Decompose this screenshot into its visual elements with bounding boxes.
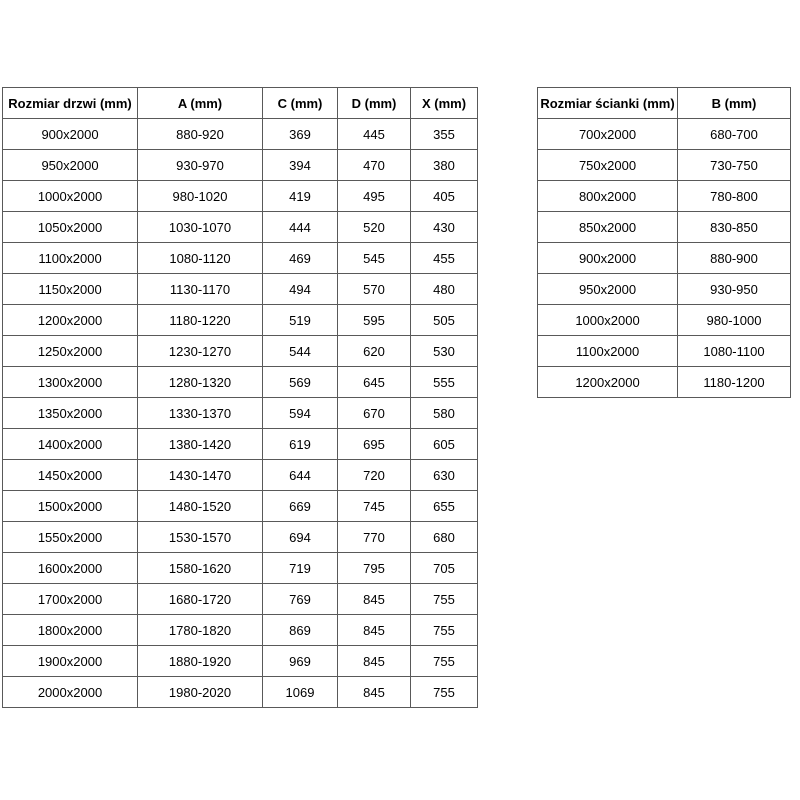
table-row <box>3 212 478 243</box>
table-cell: 1180-1200 <box>678 367 791 398</box>
table-cell: 1430-1470 <box>138 460 263 491</box>
table-cell: 520 <box>338 212 411 243</box>
table-cell: 494 <box>263 274 338 305</box>
table-cell: 495 <box>338 181 411 212</box>
column-header: X (mm) <box>411 88 478 119</box>
table-row <box>538 181 791 212</box>
header-row <box>3 88 478 119</box>
table-row <box>3 119 478 150</box>
table-cell: 795 <box>338 553 411 584</box>
table-cell: 1080-1100 <box>678 336 791 367</box>
table-row <box>3 274 478 305</box>
table-cell: 505 <box>411 305 478 336</box>
table-cell: 719 <box>263 553 338 584</box>
table-cell: 544 <box>263 336 338 367</box>
table-cell: 445 <box>338 119 411 150</box>
table-cell: 405 <box>411 181 478 212</box>
table-cell: 1200x2000 <box>3 305 138 336</box>
table-cell: 605 <box>411 429 478 460</box>
table-cell: 1550x2000 <box>3 522 138 553</box>
table-cell: 1030-1070 <box>138 212 263 243</box>
table-cell: 930-970 <box>138 150 263 181</box>
header-row <box>538 88 791 119</box>
table-cell: 645 <box>338 367 411 398</box>
table-cell: 1330-1370 <box>138 398 263 429</box>
table-cell: 1150x2000 <box>3 274 138 305</box>
table-cell: 850x2000 <box>538 212 678 243</box>
table-row <box>3 367 478 398</box>
door-size-table-body <box>3 119 478 708</box>
table-cell: 755 <box>411 615 478 646</box>
table-cell: 769 <box>263 584 338 615</box>
table-cell: 755 <box>411 646 478 677</box>
column-header: Rozmiar ścianki (mm) <box>538 88 678 119</box>
table-cell: 880-920 <box>138 119 263 150</box>
table-row <box>3 677 478 708</box>
table-cell: 455 <box>411 243 478 274</box>
table-row <box>3 181 478 212</box>
table-row <box>538 212 791 243</box>
table-cell: 1350x2000 <box>3 398 138 429</box>
table-cell: 2000x2000 <box>3 677 138 708</box>
table-cell: 655 <box>411 491 478 522</box>
table-cell: 380 <box>411 150 478 181</box>
table-cell: 555 <box>411 367 478 398</box>
column-header: B (mm) <box>678 88 791 119</box>
table-cell: 694 <box>263 522 338 553</box>
table-cell: 720 <box>338 460 411 491</box>
wall-size-table <box>537 87 791 398</box>
table-cell: 1250x2000 <box>3 336 138 367</box>
table-cell: 930-950 <box>678 274 791 305</box>
table-cell: 595 <box>338 305 411 336</box>
table-cell: 1450x2000 <box>3 460 138 491</box>
table-cell: 1880-1920 <box>138 646 263 677</box>
table-cell: 570 <box>338 274 411 305</box>
table-cell: 680 <box>411 522 478 553</box>
table-row <box>3 150 478 181</box>
table-cell: 1600x2000 <box>3 553 138 584</box>
table-row <box>3 522 478 553</box>
table-cell: 869 <box>263 615 338 646</box>
table-cell: 969 <box>263 646 338 677</box>
column-header: Rozmiar drzwi (mm) <box>3 88 138 119</box>
column-header: C (mm) <box>263 88 338 119</box>
table-cell: 620 <box>338 336 411 367</box>
table-cell: 1400x2000 <box>3 429 138 460</box>
table-cell: 695 <box>338 429 411 460</box>
table-cell: 1380-1420 <box>138 429 263 460</box>
column-header: D (mm) <box>338 88 411 119</box>
table-cell: 830-850 <box>678 212 791 243</box>
table-row <box>3 460 478 491</box>
table-row <box>3 491 478 522</box>
table-cell: 1530-1570 <box>138 522 263 553</box>
table-cell: 1180-1220 <box>138 305 263 336</box>
table-row <box>3 336 478 367</box>
table-row <box>3 398 478 429</box>
table-cell: 700x2000 <box>538 119 678 150</box>
table-cell: 755 <box>411 584 478 615</box>
table-cell: 1900x2000 <box>3 646 138 677</box>
table-cell: 900x2000 <box>3 119 138 150</box>
table-cell: 1980-2020 <box>138 677 263 708</box>
table-row <box>3 243 478 274</box>
table-cell: 1500x2000 <box>3 491 138 522</box>
table-row <box>3 615 478 646</box>
table-cell: 470 <box>338 150 411 181</box>
table-cell: 1780-1820 <box>138 615 263 646</box>
table-cell: 669 <box>263 491 338 522</box>
table-cell: 430 <box>411 212 478 243</box>
table-cell: 1230-1270 <box>138 336 263 367</box>
table-row <box>3 584 478 615</box>
table-cell: 545 <box>338 243 411 274</box>
table-row <box>538 305 791 336</box>
table-row <box>3 646 478 677</box>
table-cell: 755 <box>411 677 478 708</box>
table-cell: 630 <box>411 460 478 491</box>
table-cell: 1130-1170 <box>138 274 263 305</box>
table-cell: 1000x2000 <box>3 181 138 212</box>
table-row <box>3 553 478 584</box>
table-cell: 980-1020 <box>138 181 263 212</box>
table-cell: 394 <box>263 150 338 181</box>
wall-size-table-header <box>538 88 791 119</box>
table-cell: 750x2000 <box>538 150 678 181</box>
table-cell: 880-900 <box>678 243 791 274</box>
table-cell: 1050x2000 <box>3 212 138 243</box>
table-cell: 594 <box>263 398 338 429</box>
table-cell: 1800x2000 <box>3 615 138 646</box>
table-cell: 644 <box>263 460 338 491</box>
table-cell: 1069 <box>263 677 338 708</box>
table-cell: 1000x2000 <box>538 305 678 336</box>
table-row <box>538 243 791 274</box>
table-cell: 1700x2000 <box>3 584 138 615</box>
table-cell: 845 <box>338 677 411 708</box>
table-cell: 419 <box>263 181 338 212</box>
table-row <box>538 367 791 398</box>
table-cell: 444 <box>263 212 338 243</box>
door-size-table-header <box>3 88 478 119</box>
table-cell: 569 <box>263 367 338 398</box>
table-cell: 800x2000 <box>538 181 678 212</box>
table-cell: 1580-1620 <box>138 553 263 584</box>
table-cell: 670 <box>338 398 411 429</box>
table-cell: 680-700 <box>678 119 791 150</box>
table-cell: 619 <box>263 429 338 460</box>
table-cell: 1080-1120 <box>138 243 263 274</box>
table-row <box>538 336 791 367</box>
table-cell: 900x2000 <box>538 243 678 274</box>
table-cell: 845 <box>338 615 411 646</box>
table-cell: 950x2000 <box>3 150 138 181</box>
table-cell: 770 <box>338 522 411 553</box>
column-header: A (mm) <box>138 88 263 119</box>
table-cell: 1200x2000 <box>538 367 678 398</box>
table-cell: 780-800 <box>678 181 791 212</box>
table-cell: 845 <box>338 646 411 677</box>
table-cell: 950x2000 <box>538 274 678 305</box>
table-cell: 355 <box>411 119 478 150</box>
wall-size-table-body <box>538 119 791 398</box>
table-row <box>3 429 478 460</box>
table-cell: 530 <box>411 336 478 367</box>
table-row <box>538 119 791 150</box>
table-cell: 1100x2000 <box>538 336 678 367</box>
table-row <box>538 150 791 181</box>
table-cell: 745 <box>338 491 411 522</box>
table-cell: 1100x2000 <box>3 243 138 274</box>
table-cell: 980-1000 <box>678 305 791 336</box>
table-cell: 730-750 <box>678 150 791 181</box>
table-cell: 1680-1720 <box>138 584 263 615</box>
table-cell: 845 <box>338 584 411 615</box>
table-cell: 1280-1320 <box>138 367 263 398</box>
door-size-table <box>2 87 478 708</box>
table-cell: 1300x2000 <box>3 367 138 398</box>
table-cell: 469 <box>263 243 338 274</box>
table-cell: 519 <box>263 305 338 336</box>
table-cell: 369 <box>263 119 338 150</box>
table-row <box>538 274 791 305</box>
table-row <box>3 305 478 336</box>
table-cell: 580 <box>411 398 478 429</box>
table-cell: 480 <box>411 274 478 305</box>
table-cell: 1480-1520 <box>138 491 263 522</box>
table-cell: 705 <box>411 553 478 584</box>
